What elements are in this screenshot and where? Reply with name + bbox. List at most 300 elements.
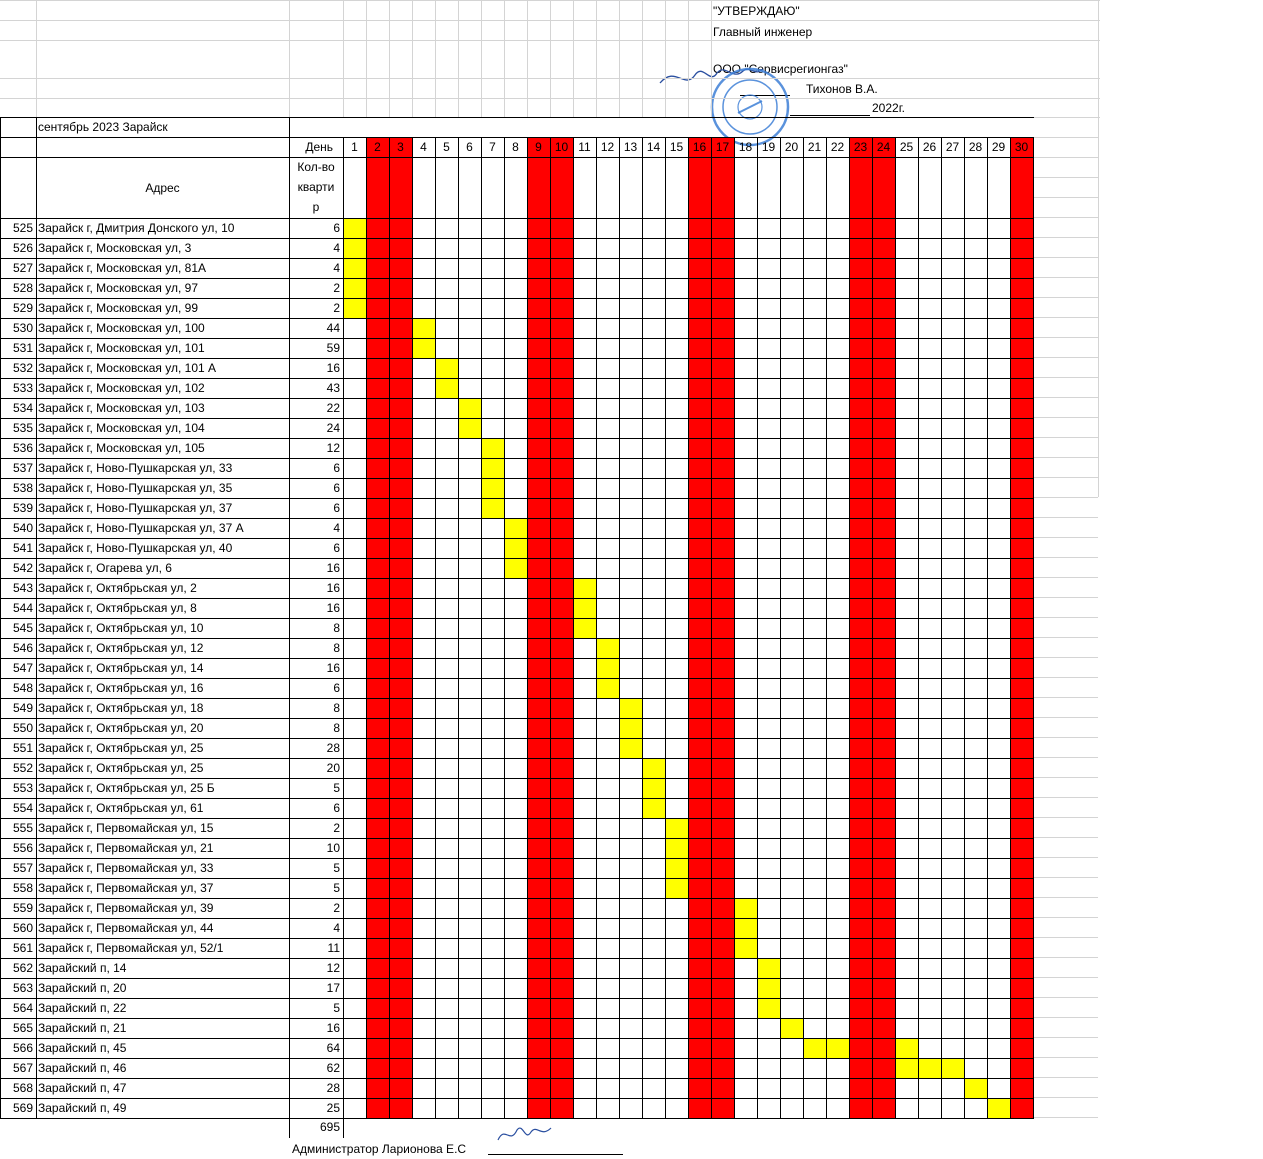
approval-company: ООО "Сервисрегионгаз" [713, 62, 848, 76]
quantity-header: Кол-во [297, 160, 335, 174]
row-address: Зарайск г, Первомайская ул, 33 [38, 861, 214, 875]
bg-gridline [596, 0, 597, 117]
bg-gridline [1033, 777, 1098, 778]
bg-gridline [1033, 977, 1098, 978]
row-address: Зарайск г, Октябрьская ул, 8 [38, 601, 197, 615]
bg-gridline [688, 0, 689, 117]
scheduled-cell [918, 1058, 941, 1078]
scheduled-cell [481, 478, 504, 498]
bg-gridline [1098, 117, 1099, 497]
bg-gridline [1033, 597, 1098, 598]
row-number: 526 [12, 241, 33, 255]
row-address: Зарайск г, Ново-Пушкарская ул, 33 [38, 461, 233, 475]
grid-line-v [734, 137, 735, 1118]
row-number: 564 [12, 1001, 33, 1015]
scheduled-cell [343, 258, 366, 278]
row-number: 554 [12, 801, 33, 815]
row-address: Зарайск г, Московская ул, 99 [38, 301, 199, 315]
scheduled-cell [412, 338, 435, 358]
scheduled-cell [665, 818, 688, 838]
bg-gridline [435, 0, 436, 117]
row-quantity: 28 [326, 741, 340, 755]
approval-position: Главный инженер [713, 25, 813, 39]
row-address: Зарайск г, Ново-Пушкарская ул, 40 [38, 541, 233, 555]
scheduled-cell [941, 1058, 964, 1078]
day-number: 5 [443, 140, 450, 154]
row-quantity: 59 [326, 341, 340, 355]
weekend-column [389, 137, 412, 1118]
row-address: Зарайск г, Московская ул, 97 [38, 281, 199, 295]
bg-gridline [1033, 917, 1098, 918]
scheduled-cell [596, 638, 619, 658]
row-number: 568 [12, 1081, 33, 1095]
approval-date: 2022г. [872, 101, 905, 115]
row-number: 561 [12, 941, 33, 955]
grid-line-v [918, 137, 919, 1118]
row-quantity: 4 [333, 521, 340, 535]
day-number: 3 [397, 140, 404, 154]
bg-gridline [1033, 397, 1098, 398]
day-number: 10 [554, 140, 569, 154]
grid-line-v [941, 137, 942, 1118]
row-quantity: 5 [333, 1001, 340, 1015]
row-quantity: 5 [333, 861, 340, 875]
day-number: 14 [646, 140, 661, 154]
bg-gridline [1033, 1097, 1098, 1098]
scheduled-cell [481, 438, 504, 458]
scheduled-cell [734, 918, 757, 938]
grid-line-v [711, 137, 712, 1118]
row-address: Зарайск г, Октябрьская ул, 12 [38, 641, 204, 655]
row-address: Зарайск г, Октябрьская ул, 16 [38, 681, 204, 695]
weekend-column [688, 137, 711, 1118]
row-quantity: 16 [326, 601, 340, 615]
row-quantity: 8 [333, 721, 340, 735]
row-number: 532 [12, 361, 33, 375]
row-address: Зарайск г, Первомайская ул, 52/1 [38, 941, 224, 955]
row-quantity: 8 [333, 641, 340, 655]
row-address: Зарайск г, Ново-Пушкарская ул, 37 [38, 501, 233, 515]
bg-gridline [1033, 197, 1098, 198]
row-number: 542 [12, 561, 33, 575]
row-address: Зарайск г, Октябрьская ул, 18 [38, 701, 204, 715]
day-number: 25 [899, 140, 914, 154]
row-number: 569 [12, 1101, 33, 1115]
scheduled-cell [343, 238, 366, 258]
bg-gridline [1033, 837, 1098, 838]
grid-line-h [0, 1058, 1034, 1059]
day-number: 8 [512, 140, 519, 154]
total-quantity: 695 [319, 1120, 340, 1134]
row-quantity: 28 [326, 1081, 340, 1095]
row-number: 567 [12, 1061, 33, 1075]
scheduled-cell [734, 938, 757, 958]
row-quantity: 6 [333, 501, 340, 515]
row-address: Зарайск г, Московская ул, 103 [38, 401, 205, 415]
row-address: Зарайск г, Московская ул, 101 [38, 341, 205, 355]
scheduled-cell [619, 738, 642, 758]
day-number: 18 [738, 140, 753, 154]
bg-gridline [1033, 217, 1098, 218]
grid-line-v [481, 137, 482, 1118]
row-number: 559 [12, 901, 33, 915]
bg-gridline [1033, 177, 1098, 178]
row-number: 541 [12, 541, 33, 555]
day-number: 20 [784, 140, 799, 154]
address-header: Адрес [145, 181, 180, 195]
scheduled-cell [504, 538, 527, 558]
approval-title: "УТВЕРЖДАЮ" [713, 4, 800, 18]
bg-gridline [1033, 697, 1098, 698]
row-number: 565 [12, 1021, 33, 1035]
grid-line-h [0, 958, 1034, 959]
grid-line-v [36, 117, 37, 1118]
bg-gridline [642, 0, 643, 117]
day-number: 11 [578, 140, 591, 154]
grid-line-h [0, 1018, 1034, 1019]
row-quantity: 12 [326, 441, 340, 455]
scheduled-cell [504, 518, 527, 538]
row-address: Зарайск г, Ново-Пушкарская ул, 37 А [38, 521, 244, 535]
row-address: Зарайский п, 47 [38, 1081, 127, 1095]
row-quantity: 44 [326, 321, 340, 335]
row-quantity: 43 [326, 381, 340, 395]
row-quantity: 22 [326, 401, 340, 415]
bg-gridline [412, 0, 413, 117]
row-number: 549 [12, 701, 33, 715]
row-number: 525 [12, 221, 33, 235]
grid-line-h [0, 998, 1034, 999]
row-number: 528 [12, 281, 33, 295]
bg-gridline [366, 0, 367, 117]
row-address: Зарайск г, Октябрьская ул, 25 Б [38, 781, 215, 795]
scheduled-cell [757, 998, 780, 1018]
row-address: Зарайск г, Московская ул, 100 [38, 321, 205, 335]
row-quantity: 8 [333, 701, 340, 715]
bg-gridline [1033, 997, 1098, 998]
row-address: Зарайск г, Ново-Пушкарская ул, 35 [38, 481, 233, 495]
row-number: 560 [12, 921, 33, 935]
row-quantity: 24 [326, 421, 340, 435]
scheduled-cell [895, 1038, 918, 1058]
row-address: Зарайск г, Московская ул, 3 [38, 241, 192, 255]
grid-line-v [366, 137, 367, 1118]
bg-gridline [389, 0, 390, 117]
scheduled-cell [435, 378, 458, 398]
row-quantity: 6 [333, 681, 340, 695]
scheduled-cell [481, 498, 504, 518]
grid-line-v [1033, 137, 1034, 1118]
bg-gridline [1033, 957, 1098, 958]
day-number: 28 [968, 140, 983, 154]
scheduled-cell [780, 1018, 803, 1038]
day-number: 4 [420, 140, 427, 154]
row-address: Зарайск г, Октябрьская ул, 14 [38, 661, 204, 675]
scheduled-cell [665, 878, 688, 898]
scheduled-cell [412, 318, 435, 338]
row-address: Зарайск г, Первомайская ул, 15 [38, 821, 214, 835]
bg-gridline [1033, 797, 1098, 798]
row-address: Зарайск г, Октябрьская ул, 10 [38, 621, 204, 635]
bg-gridline [1033, 577, 1098, 578]
scheduled-cell [619, 718, 642, 738]
row-number: 546 [12, 641, 33, 655]
bg-gridline [1033, 137, 1098, 138]
bg-gridline [1033, 497, 1098, 498]
row-number: 539 [12, 501, 33, 515]
scheduled-cell [343, 278, 366, 298]
weekend-column [1010, 137, 1033, 1118]
row-number: 556 [12, 841, 33, 855]
scheduled-cell [573, 618, 596, 638]
row-quantity: 62 [326, 1061, 340, 1075]
grid-line-v [504, 137, 505, 1118]
bg-gridline [1033, 857, 1098, 858]
row-address: Зарайск г, Московская ул, 81А [38, 261, 207, 275]
row-number: 530 [12, 321, 33, 335]
row-address: Зарайск г, Московская ул, 105 [38, 441, 205, 455]
scheduled-cell [826, 1038, 849, 1058]
row-quantity: 20 [326, 761, 340, 775]
scheduled-cell [458, 418, 481, 438]
row-quantity: 6 [333, 461, 340, 475]
bg-gridline [1033, 517, 1098, 518]
day-number: 13 [623, 140, 638, 154]
row-quantity: 6 [333, 801, 340, 815]
row-number: 558 [12, 881, 33, 895]
date-line [790, 115, 870, 116]
row-number: 566 [12, 1041, 33, 1055]
grid-line-v [573, 137, 574, 1118]
quantity-header: кварти [297, 180, 335, 194]
scheduled-cell [619, 698, 642, 718]
row-quantity: 2 [333, 821, 340, 835]
grid-line-v [435, 137, 436, 1118]
row-address: Зарайск г, Дмитрия Донского ул, 10 [38, 221, 235, 235]
bg-gridline [1033, 537, 1098, 538]
row-number: 551 [12, 741, 33, 755]
bg-gridline [1033, 897, 1098, 898]
bg-gridline [1033, 757, 1098, 758]
day-number: 17 [715, 140, 730, 154]
grid-line-v [289, 1118, 290, 1138]
bg-gridline [1033, 617, 1098, 618]
row-quantity: 4 [333, 921, 340, 935]
day-number: 6 [466, 140, 473, 154]
grid-line-h [0, 1078, 1034, 1079]
scheduled-cell [665, 858, 688, 878]
bg-gridline [1033, 1077, 1098, 1078]
bg-gridline [1033, 1017, 1098, 1018]
bg-gridline [573, 0, 574, 117]
row-quantity: 8 [333, 621, 340, 635]
scheduled-cell [895, 1058, 918, 1078]
grid-line-h [0, 1098, 1034, 1099]
bg-gridline [504, 0, 505, 117]
row-quantity: 25 [326, 1101, 340, 1115]
day-number: 24 [876, 140, 891, 154]
row-number: 543 [12, 581, 33, 595]
day-number: 19 [761, 140, 776, 154]
day-number: 22 [830, 140, 845, 154]
bg-gridline [481, 0, 482, 117]
bg-gridline [1033, 1037, 1098, 1038]
day-number: 27 [945, 140, 960, 154]
scheduled-cell [642, 778, 665, 798]
row-quantity: 16 [326, 1021, 340, 1035]
scheduled-cell [573, 578, 596, 598]
scheduled-cell [803, 1038, 826, 1058]
row-quantity: 10 [326, 841, 340, 855]
day-header: День [305, 140, 333, 154]
day-number: 23 [853, 140, 868, 154]
bg-gridline [665, 0, 666, 117]
scheduled-cell [665, 838, 688, 858]
grid-line-h [0, 978, 1034, 979]
bg-gridline [458, 0, 459, 117]
row-number: 563 [12, 981, 33, 995]
day-number: 7 [489, 140, 496, 154]
weekend-column [527, 137, 550, 1118]
row-quantity: 17 [326, 981, 340, 995]
bg-gridline [289, 0, 290, 117]
day-number: 30 [1014, 140, 1029, 154]
bg-gridline [1098, 0, 1099, 117]
row-quantity: 2 [333, 301, 340, 315]
row-quantity: 2 [333, 901, 340, 915]
grid-line-h [0, 157, 1034, 158]
row-quantity: 6 [333, 481, 340, 495]
row-quantity: 4 [333, 241, 340, 255]
row-address: Зарайский п, 22 [38, 1001, 127, 1015]
grid-line-v [826, 137, 827, 1118]
grid-line-v [527, 137, 528, 1118]
day-number: 29 [991, 140, 1006, 154]
quantity-header: р [312, 200, 320, 214]
bg-gridline [527, 0, 528, 117]
row-quantity: 4 [333, 261, 340, 275]
bg-gridline [1033, 637, 1098, 638]
bg-gridline [1033, 317, 1098, 318]
bg-gridline [1033, 937, 1098, 938]
row-address: Зарайск г, Октябрьская ул, 20 [38, 721, 204, 735]
scheduled-cell [343, 298, 366, 318]
row-address: Зарайск г, Октябрьская ул, 25 [38, 741, 204, 755]
scheduled-cell [458, 398, 481, 418]
row-number: 550 [12, 721, 33, 735]
row-address: Зарайск г, Первомайская ул, 21 [38, 841, 214, 855]
row-number: 557 [12, 861, 33, 875]
row-address: Зарайский п, 21 [38, 1021, 127, 1035]
row-number: 547 [12, 661, 33, 675]
scheduled-cell [642, 758, 665, 778]
weekend-column [711, 137, 734, 1118]
grid-line-v [895, 137, 896, 1118]
bg-gridline [1033, 817, 1098, 818]
row-address: Зарайск г, Московская ул, 101 А [38, 361, 217, 375]
scheduled-cell [642, 798, 665, 818]
grid-line-h [0, 1118, 1034, 1119]
bg-gridline [1033, 357, 1098, 358]
row-quantity: 6 [333, 221, 340, 235]
grid-line-h [0, 1038, 1034, 1039]
grid-line-v [964, 137, 965, 1118]
grid-line-v [849, 137, 850, 1118]
bg-gridline [1033, 417, 1098, 418]
approval-signer: Тихонов В.А. [806, 82, 878, 96]
scheduled-cell [481, 458, 504, 478]
scheduled-cell [596, 678, 619, 698]
row-quantity: 11 [327, 941, 340, 955]
row-number: 548 [12, 681, 33, 695]
bg-gridline [343, 0, 344, 117]
bg-gridline [1033, 457, 1098, 458]
row-quantity: 16 [326, 361, 340, 375]
row-quantity: 5 [333, 881, 340, 895]
weekend-column [366, 137, 389, 1118]
grid-line-v [619, 137, 620, 1118]
bg-gridline [1033, 297, 1098, 298]
grid-line-v [872, 137, 873, 1118]
grid-line-v [343, 1118, 344, 1138]
row-number: 537 [12, 461, 33, 475]
scheduled-cell [757, 958, 780, 978]
row-number: 544 [12, 601, 33, 615]
grid-line-v [1010, 137, 1011, 1118]
grid-line-v [987, 137, 988, 1118]
scheduled-cell [964, 1078, 987, 1098]
grid-line-v [458, 137, 459, 1118]
day-number: 9 [535, 140, 542, 154]
grid-line-v [642, 137, 643, 1118]
row-number: 562 [12, 961, 33, 975]
grid-line-v [596, 137, 597, 1118]
grid-line-v [343, 137, 344, 1118]
day-number: 16 [692, 140, 707, 154]
bg-gridline [1033, 677, 1098, 678]
bg-gridline [619, 0, 620, 117]
bg-gridline [1033, 1117, 1098, 1118]
grid-line-v [412, 137, 413, 1118]
row-number: 533 [12, 381, 33, 395]
row-number: 535 [12, 421, 33, 435]
day-number: 21 [807, 140, 822, 154]
day-number: 1 [351, 140, 358, 154]
row-address: Зарайск г, Первомайская ул, 39 [38, 901, 214, 915]
period-label: сентябрь 2023 Зарайск [38, 120, 168, 134]
grid-line-v [688, 137, 689, 1118]
scheduled-cell [504, 558, 527, 578]
bg-gridline [1033, 657, 1098, 658]
day-number: 2 [374, 140, 381, 154]
weekend-column [849, 137, 872, 1118]
bg-gridline [1033, 277, 1098, 278]
row-number: 531 [12, 341, 33, 355]
scheduled-cell [343, 218, 366, 238]
grid-line-v [803, 137, 804, 1118]
row-quantity: 5 [333, 781, 340, 795]
grid-line-v [389, 137, 390, 1118]
bg-gridline [1033, 337, 1098, 338]
row-address: Зарайский п, 14 [38, 961, 127, 975]
row-address: Зарайск г, Октябрьская ул, 2 [38, 581, 197, 595]
row-number: 545 [12, 621, 33, 635]
grid-line-v [757, 137, 758, 1118]
bg-gridline [36, 0, 37, 117]
scheduled-cell [435, 358, 458, 378]
row-address: Зарайский п, 20 [38, 981, 127, 995]
row-address: Зарайск г, Огарева ул, 6 [38, 561, 172, 575]
